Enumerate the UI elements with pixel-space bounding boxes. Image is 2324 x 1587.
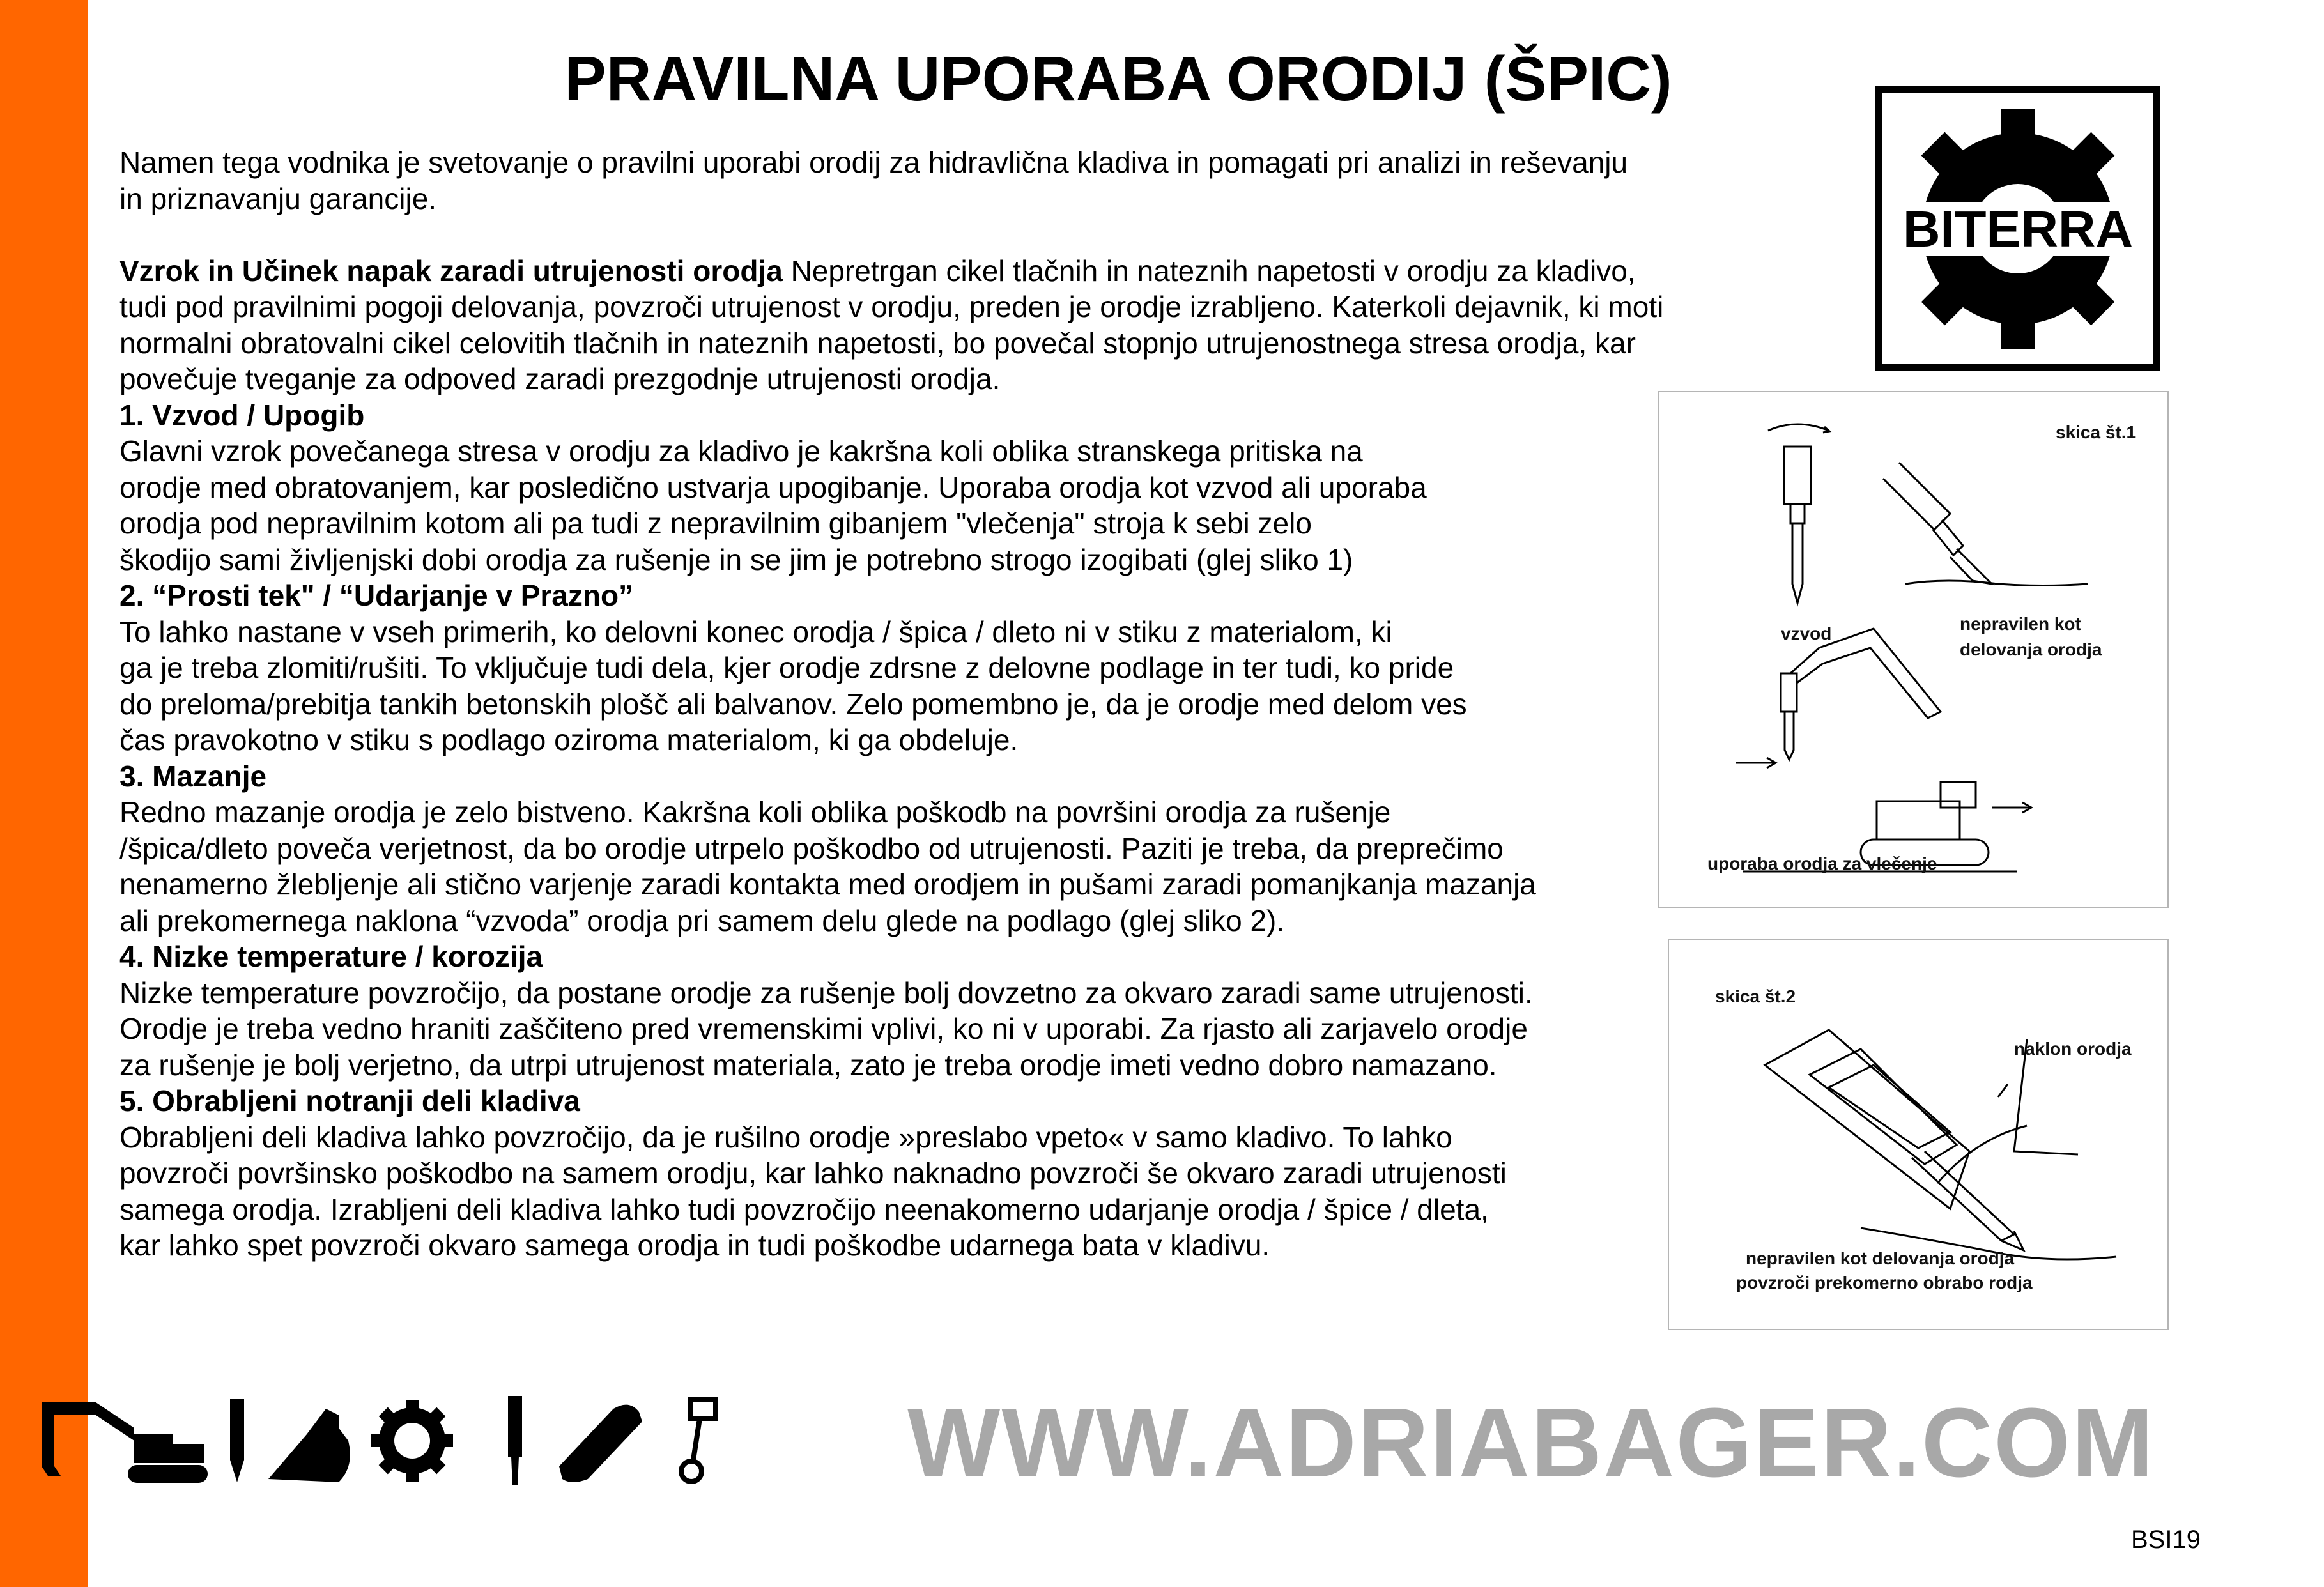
piston-icon	[681, 1399, 716, 1482]
cause-heading: Vzrok in Učinek napak zaradi utrujenosti orodja	[119, 254, 783, 288]
section-line: nenamerno žlebljenje ali stično varjenje zaradi kontakta med orodjem in pušami zaradi pomanjkanja mazanja	[119, 868, 1536, 901]
track-icon	[559, 1405, 642, 1482]
cause-line: povečuje tveganje za odpoved zaradi prezgodnje utrujenosti orodja.	[119, 362, 1001, 395]
section-line: Orodje je treba vedno hraniti zaščiteno pred vremenskimi vplivi, ko ni v uporabi. Za rjasto ali zarjavelo orodje	[119, 1012, 1528, 1045]
section-line: do preloma/prebitja tankih betonskih plošč ali balvanov. Zelo pomembno je, da je orodje med delom ves	[119, 687, 1467, 721]
figure-2-caption-line1: nepravilen kot delovanja orodja	[1746, 1248, 2015, 1268]
section-line: škodijo sami življenjski dobi orodja za rušenje in se jim je potrebno strogo izogibati (glej sliko 1)	[119, 542, 1353, 576]
section-line: Redno mazanje orodja je zelo bistveno. Kakršna koli oblika poškodb na površini orodja za rušenje	[119, 795, 1391, 829]
cause-line: tudi pod pravilnimi pogoji delovanja, povzroči utrujenost v orodju, preden je orodje izrabljeno. Katerkoli dejavnik, ki moti	[119, 290, 1664, 323]
hammer-icon	[508, 1396, 522, 1485]
figure-1	[1658, 391, 2169, 908]
website-url: WWW.ADRIABAGER.COM	[907, 1388, 2155, 1498]
section-line: /špica/dleto poveča verjetnost, da bo orodje utrpelo poškodbo od utrujenosti. Paziti je treba, da preprečimo	[119, 831, 1504, 865]
section-line: ali prekomernega naklona “vzvoda” orodja pri samem delu glede na podlago (glej sliko 2).	[119, 903, 1285, 937]
section-line: čas pravokotno v stiku s podlago oziroma materialom, ki ga obdeluje.	[119, 723, 1019, 756]
figure-2-caption-tilt: naklon orodja	[2014, 1039, 2132, 1059]
cause-line	[119, 253, 1838, 289]
bucket-icon	[268, 1409, 350, 1482]
cause-line: normalni obratovalni cikel celovitih tlačnih in nateznih napetosti, bo povečal stopnjo utrujenostnega stresa orodja, kar	[119, 326, 1636, 360]
section-heading: 4. Nizke temperature / korozija	[119, 940, 543, 973]
figure-1-label: skica št.1	[2056, 422, 2137, 442]
chisel-icon	[230, 1399, 244, 1482]
section-line: povzroči površinsko poškodbo na samem orodju, kar lahko naknadno povzroči še okvaro zaradi utrujenosti	[119, 1156, 1507, 1190]
figure-2-label: skica št.2	[1715, 986, 1796, 1006]
orange-side-bar	[0, 0, 88, 1587]
figure-1-caption-angle-line1: nepravilen kot	[1960, 614, 2081, 634]
figure-1-caption-drag: uporaba orodja za vlečenje	[1707, 854, 1937, 873]
intro-line: in priznavanju garancije.	[119, 181, 437, 215]
intro-line: Namen tega vodnika je svetovanje o pravilni uporabi orodij za hidravlična kladiva in pomagati pri analizi in reševanju	[119, 146, 1628, 179]
section-line: Nizke temperature povzročijo, da postane orodje za rušenje bolj dovzetno za okvaro zaradi same utrujenosti.	[119, 976, 1533, 1009]
section-line: za rušenje je bolj verjetno, da utrpi utrujenost materiala, zato je treba orodje imeti vedno dobro namazano.	[119, 1048, 1497, 1082]
paragraph-gap	[119, 217, 1838, 253]
excavator-icon	[42, 1402, 208, 1483]
document-code: BSI19	[2131, 1526, 2201, 1554]
logo-gear-graphic	[1882, 93, 2153, 364]
footer-icon-row	[38, 1390, 754, 1492]
cause-text: Nepretrgan cikel tlačnih in nateznih napetosti v orodju za kladivo,	[782, 254, 1636, 288]
section-line: orodja pod nepravilnim kotom ali pa tudi z nepravilnim gibanjem "vlečenja" stroja k sebi zelo	[119, 507, 1312, 540]
gear-icon	[371, 1400, 453, 1482]
section-heading: 3. Mazanje	[119, 759, 267, 793]
figure-2	[1668, 939, 2169, 1330]
logo-text: BITERRA	[1903, 201, 2133, 257]
biterra-logo	[1875, 86, 2160, 371]
section-heading: 2. “Prosti tek" / “Udarjanje v Prazno”	[119, 579, 634, 612]
section-line: To lahko nastane v vseh primerih, ko delovni konec orodja / špica / dleto ni v stiku z materialom, ki	[119, 615, 1392, 648]
figure-1-caption-angle-line2: delovanja orodja	[1960, 640, 2102, 659]
footer-icons	[38, 1390, 754, 1492]
document-body	[119, 144, 1838, 1264]
page-title: PRAVILNA UPORABA ORODIJ (ŠPIC)	[564, 43, 1672, 114]
section-heading: 1. Vzvod / Upogib	[119, 398, 365, 432]
figure-2-caption-line2: povzroči prekomerno obrabo rodja	[1736, 1273, 2033, 1292]
section-line: orodje med obratovanjem, kar posledično ustvarja upogibanje. Uporaba orodja kot vzvod ali uporaba	[119, 470, 1427, 504]
section-line: Glavni vzrok povečanega stresa v orodju za kladivo je kakršna koli oblika stranskega pritiska na	[119, 434, 1363, 468]
figure-1-caption-lever: vzvod	[1781, 624, 1832, 643]
section-line: kar lahko spet povzroči okvaro samega orodja in tudi poškodbe udarnega bata v kladivu.	[119, 1229, 1270, 1262]
section-line: ga je treba zlomiti/rušiti. To vključuje tudi dela, kjer orodje zdrsne z delovne podlage in ter tudi, ko pride	[119, 651, 1454, 684]
section-line: Obrabljeni deli kladiva lahko povzročijo, da je rušilno orodje »preslabo vpeto« v samo kladivo. To lahko	[119, 1120, 1452, 1154]
section-line: samega orodja. Izrabljeni deli kladiva lahko tudi povzročijo neenakomerno udarjanje orodja / špice / dleta,	[119, 1192, 1489, 1226]
section-heading: 5. Obrabljeni notranji deli kladiva	[119, 1084, 580, 1117]
